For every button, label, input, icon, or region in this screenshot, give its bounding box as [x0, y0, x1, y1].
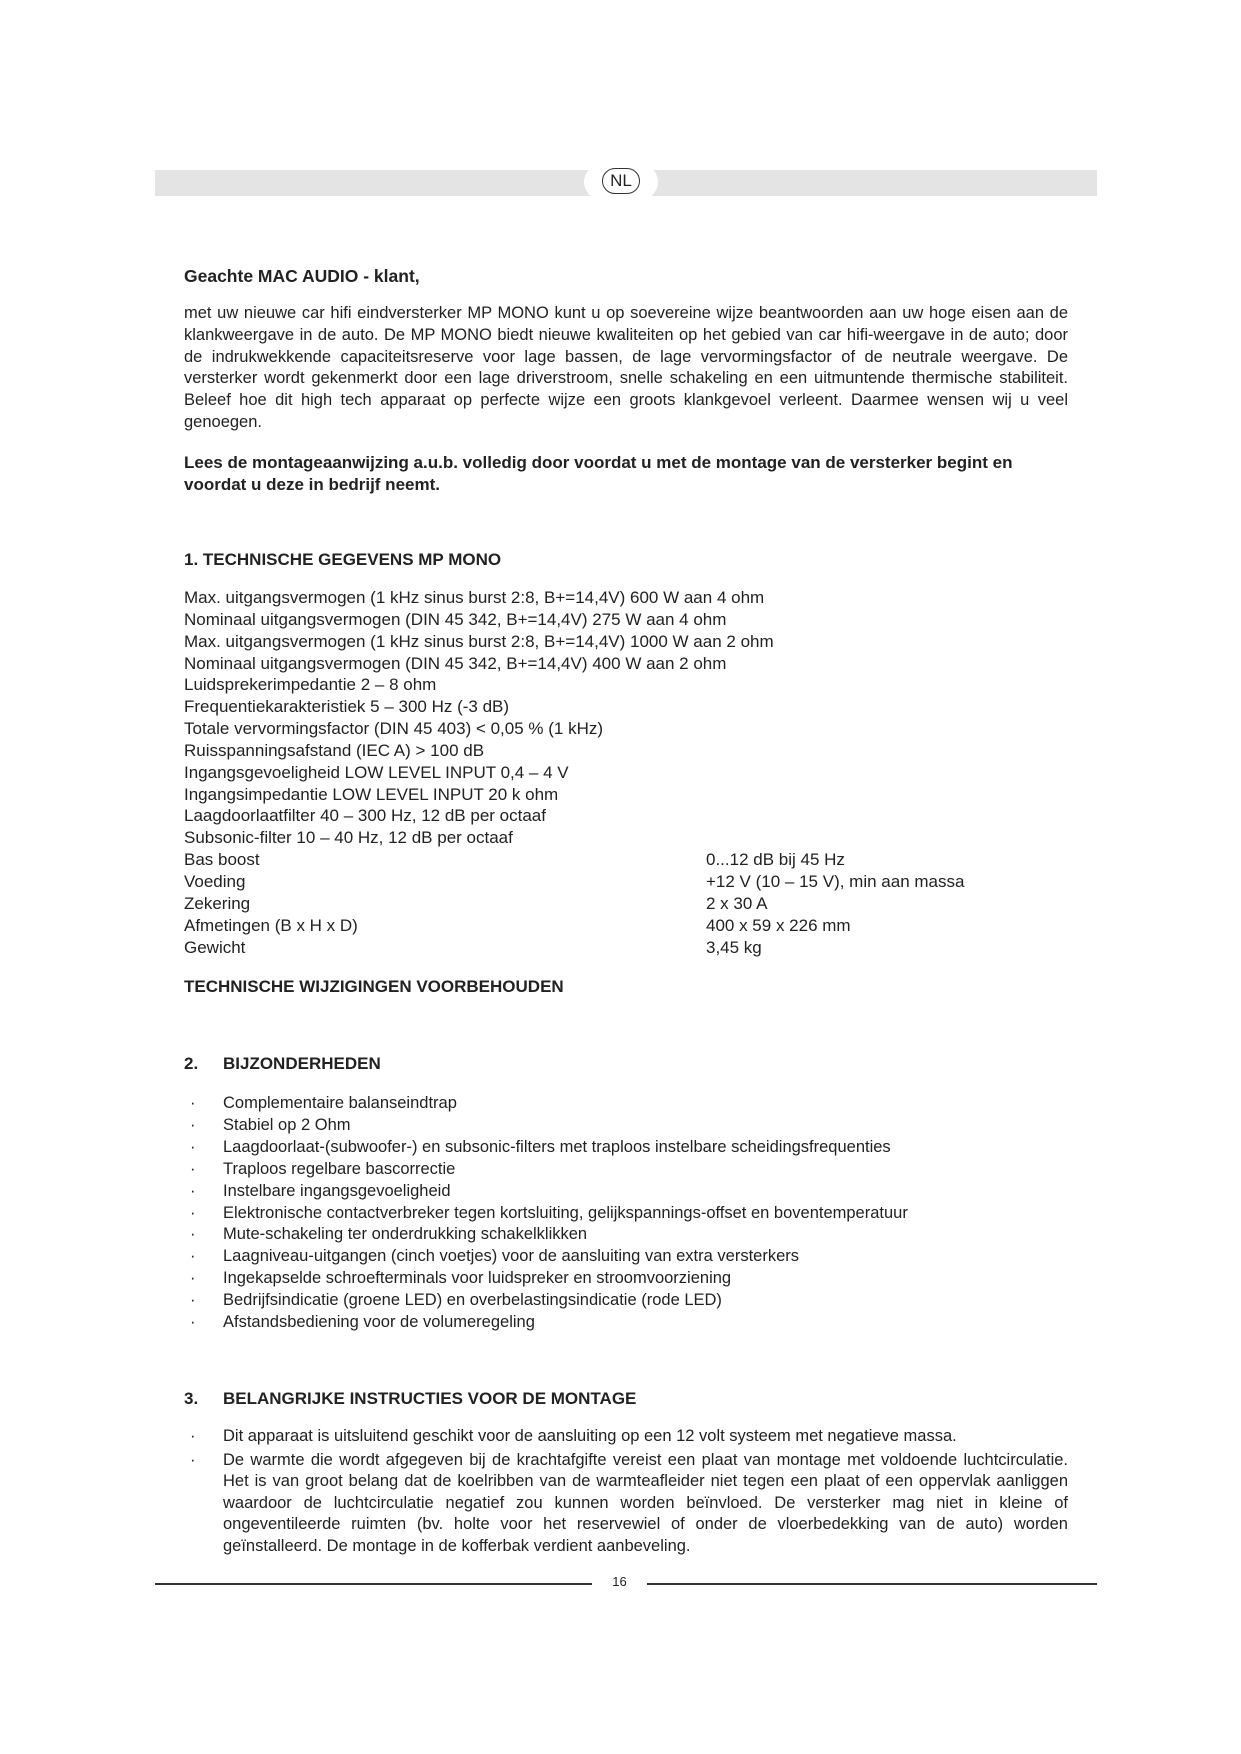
- spec-row: Ingangsgevoeligheid LOW LEVEL INPUT 0,4 – 4 V: [184, 762, 569, 782]
- spec-row: Max. uitgangsvermogen (1 kHz sinus burst 2:8, B+=14,4V) 600 W aan 4 ohm: [184, 588, 765, 607]
- list-item-text: Bedrijfsindicatie (groene LED) en overbelastingsindicatie (rode LED): [223, 1291, 722, 1310]
- spec-label: Gewicht: [184, 937, 246, 957]
- section-number: 2.: [184, 1054, 199, 1073]
- spec-value: 0...12 dB bij 45 Hz: [706, 850, 845, 870]
- spec-pair-row: [184, 893, 1068, 915]
- spec-value: +12 V (10 – 15 V), min aan massa: [706, 871, 965, 891]
- bullet: ·: [190, 1427, 196, 1445]
- section-1-title: 1. TECHNISCHE GEGEVENS MP MONO: [184, 550, 502, 569]
- list-item: [184, 1426, 1068, 1448]
- list-item-text: De warmte die wordt afgegeven bij de krachtafgifte vereist een plaat van montage met voldoende luchtcirculatie. Het is van groot belang dat de koelribben van de warmteafleider niet tegen een plaat of een oppervlak aanliggen waardoor de luchtcirculatie negatief zou kunnen worden beïnvloed. De versterker mag niet in kleine of ongeventileerde ruimten (bv. holte voor het reservewiel of onder de vloerbedekking van de auto) worden geïnstalleerd. De montage in de kofferbak verdient aanbeveling.: [223, 1450, 1068, 1555]
- spec-row: Laagdoorlaatfilter 40 – 300 Hz, 12 dB per octaaf: [184, 806, 546, 826]
- bullet: ·: [190, 1313, 196, 1332]
- spec-pair-row: [184, 871, 1068, 893]
- list-item: [184, 1159, 1068, 1181]
- read-instructions-warning: Lees de montageaanwijzing a.u.b. volledig door voordat u met de montage van de versterker begint en voordat u deze in bedrijf neemt.: [184, 453, 1013, 494]
- spec-value: 400 x 59 x 226 mm: [706, 915, 851, 935]
- list-item: [184, 1093, 1068, 1115]
- list-item-text: Dit apparaat is uitsluitend geschikt voor de aansluiting op een 12 volt systeem met negatieve massa.: [223, 1427, 957, 1445]
- list-item-text: Traploos regelbare bascorrectie: [223, 1159, 456, 1178]
- bullet: ·: [190, 1115, 196, 1134]
- intro-paragraph: met uw nieuwe car hifi eindversterker MP MONO kunt u op soevereine wijze beantwoorden aan uw hoge eisen aan de klankweergave in de auto. De MP MONO biedt nieuwe kwaliteiten op het gebied van car hifi-weergave in de auto; door de indrukwekkende capaciteitsreserve voor lage bassen, de lage vervormingsfactor of de neutrale weergave. De versterker wordt gekenmerkt door een lage driverstroom, snelle schakeling en een uitmuntende thermische stabiliteit. Beleef hoe dit high tech apparaat op perfecte wijze een groots klankgevoel verleent. Daarmee wensen wij u veel genoegen.: [184, 304, 1068, 431]
- instructions-list: [184, 1426, 1068, 1557]
- page-number: 16: [612, 1574, 627, 1589]
- section-2-title: BIJZONDERHEDEN: [223, 1054, 381, 1073]
- bullet: ·: [190, 1203, 196, 1222]
- bullet: ·: [190, 1094, 196, 1112]
- list-item: [184, 1268, 1068, 1290]
- spec-label: Voeding: [184, 871, 246, 891]
- features-list: [184, 1093, 1068, 1334]
- spec-label: Afmetingen (B x H x D): [184, 915, 358, 935]
- spec-row: Totale vervormingsfactor (DIN 45 403) < 0,05 % (1 kHz): [184, 719, 604, 739]
- spec-row: Nominaal uitgangsvermogen (DIN 45 342, B+=14,4V) 275 W aan 4 ohm: [184, 609, 727, 629]
- spec-row: Luidsprekerimpedantie 2 – 8 ohm: [184, 675, 437, 695]
- language-badge: [584, 164, 658, 200]
- spec-row: Subsonic-filter 10 – 40 Hz, 12 dB per octaaf: [184, 828, 513, 848]
- technical-changes-notice: TECHNISCHE WIJZIGINGEN VOORBEHOUDEN: [184, 977, 564, 996]
- list-item: [184, 1203, 1068, 1225]
- spec-pair-row: [184, 915, 1068, 937]
- spec-value: 2 x 30 A: [706, 893, 768, 913]
- bullet: ·: [190, 1159, 196, 1178]
- list-item-text: Complementaire balanseindtrap: [223, 1094, 457, 1112]
- spec-row: Nominaal uitgangsvermogen (DIN 45 342, B+=14,4V) 400 W aan 2 ohm: [184, 653, 727, 673]
- bullet: ·: [190, 1137, 196, 1156]
- list-item-text: Instelbare ingangsgevoeligheid: [223, 1181, 451, 1200]
- list-item: [184, 1290, 1068, 1312]
- list-item: [184, 1224, 1068, 1246]
- list-item: [184, 1312, 1068, 1334]
- bullet: ·: [190, 1225, 196, 1244]
- section-3-title: BELANGRIJKE INSTRUCTIES VOOR DE MONTAGE: [223, 1389, 637, 1408]
- list-item: [184, 1450, 1068, 1558]
- spec-pair-row: [184, 937, 1068, 959]
- section-number: 3.: [184, 1389, 199, 1408]
- language-badge-label: NL: [602, 168, 640, 194]
- list-item-text: Mute-schakeling ter onderdrukking schakelklikken: [223, 1225, 588, 1244]
- spec-row: Frequentiekarakteristiek 5 – 300 Hz (-3 dB): [184, 697, 510, 717]
- bullet: ·: [190, 1291, 196, 1310]
- list-item: [184, 1181, 1068, 1203]
- spec-list: [184, 587, 1068, 958]
- spec-row: Ruisspanningsafstand (IEC A) > 100 dB: [184, 740, 485, 760]
- list-item-text: Ingekapselde schroefterminals voor luidspreker en stroomvoorziening: [223, 1269, 732, 1288]
- bullet: ·: [190, 1269, 196, 1288]
- spec-row: Max. uitgangsvermogen (1 kHz sinus burst 2:8, B+=14,4V) 1000 W aan 2 ohm: [184, 631, 774, 651]
- list-item-text: Afstandsbediening voor de volumeregeling: [223, 1313, 535, 1332]
- bullet: ·: [190, 1247, 196, 1266]
- spec-value: 3,45 kg: [706, 937, 762, 957]
- spec-label: Zekering: [184, 893, 251, 913]
- list-item-text: Laagniveau-uitgangen (cinch voetjes) voor de aansluiting van extra versterkers: [223, 1247, 799, 1266]
- list-item: [184, 1246, 1068, 1268]
- list-item-text: Laagdoorlaat-(subwoofer-) en subsonic-filters met traploos instelbare scheidingsfrequenties: [223, 1137, 891, 1156]
- footer-rule-right: [647, 1583, 1097, 1585]
- list-item-text: Stabiel op 2 Ohm: [223, 1115, 351, 1134]
- bullet: ·: [190, 1181, 196, 1200]
- footer-rule-left: [155, 1583, 592, 1585]
- list-item: [184, 1115, 1068, 1137]
- spec-row: Ingangsimpedantie LOW LEVEL INPUT 20 k ohm: [184, 784, 559, 804]
- list-item-text: Elektronische contactverbreker tegen kortsluiting, gelijkspannings-offset en boventemperatuur: [223, 1203, 908, 1222]
- spec-pair-row: [184, 849, 1068, 871]
- salutation: Geachte MAC AUDIO - klant,: [184, 266, 420, 286]
- spec-label: Bas boost: [184, 850, 260, 870]
- list-item: [184, 1137, 1068, 1159]
- bullet: ·: [190, 1450, 196, 1469]
